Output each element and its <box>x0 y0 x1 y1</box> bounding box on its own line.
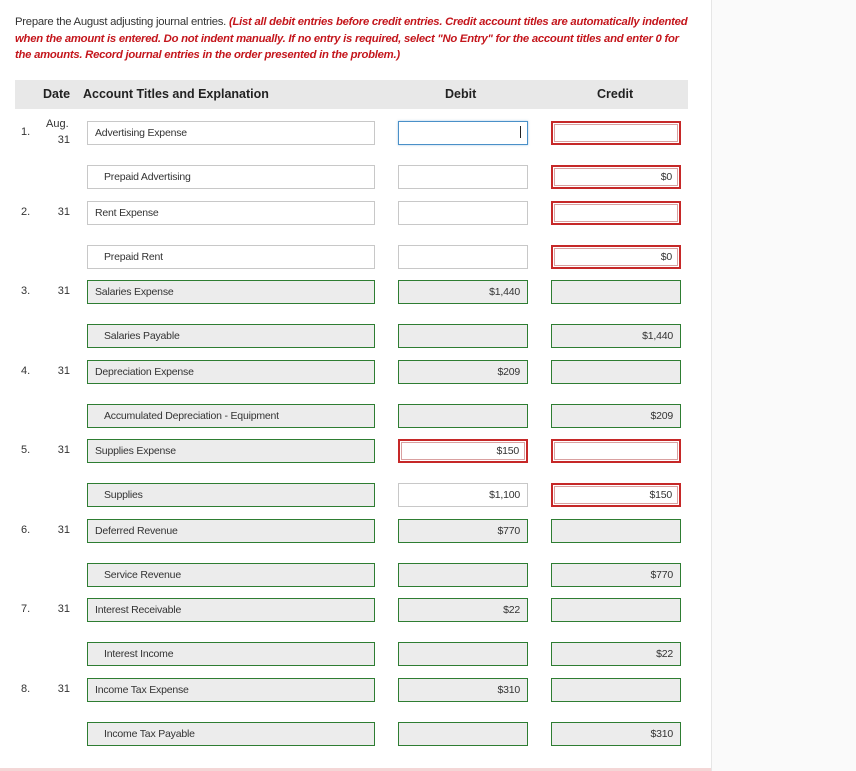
instructions-note: (List all debit entries before credit entries. Credit account titles are automatically indented when the amount is entered. Do not indent manually. If no entry is required, select "No Entry" for the account titles and enter 0 for the amounts. Record journal entries in the order presented in the problem.) <box>15 16 688 61</box>
debit-amount-input[interactable]: $770 <box>398 519 528 543</box>
header-credit: Credit <box>597 87 634 101</box>
account-title-input[interactable]: Supplies Expense <box>87 439 375 463</box>
credit-amount-input[interactable] <box>551 678 681 702</box>
debit-amount-input[interactable] <box>398 201 528 225</box>
debit-amount-input[interactable] <box>398 722 528 746</box>
entry-number: 5. <box>21 444 31 456</box>
account-title-input[interactable]: Prepaid Advertising <box>87 165 375 189</box>
credit-amount-input[interactable]: $1,440 <box>551 324 681 348</box>
account-title-input[interactable]: Prepaid Rent <box>87 245 375 269</box>
credit-amount-input[interactable]: $310 <box>551 722 681 746</box>
header-account: Account Titles and Explanation <box>83 87 269 101</box>
entry-number: 6. <box>21 524 31 536</box>
credit-amount-input[interactable] <box>551 519 681 543</box>
debit-amount-input[interactable]: $1,100 <box>398 483 528 507</box>
account-title-input[interactable]: Interest Income <box>87 642 375 666</box>
debit-amount-input[interactable]: $310 <box>398 678 528 702</box>
account-title-input[interactable]: Income Tax Expense <box>87 678 375 702</box>
account-title-input[interactable]: Supplies <box>87 483 375 507</box>
debit-amount-input[interactable]: $209 <box>398 360 528 384</box>
credit-amount-input[interactable] <box>551 598 681 622</box>
debit-amount-input[interactable]: $150 <box>398 439 528 463</box>
entry-number: 7. <box>21 603 31 615</box>
debit-amount-input[interactable]: $22 <box>398 598 528 622</box>
credit-amount-input[interactable]: $209 <box>551 404 681 428</box>
entry-date-day: 31 <box>57 365 70 377</box>
account-title-input[interactable]: Deferred Revenue <box>87 519 375 543</box>
account-title-input[interactable]: Depreciation Expense <box>87 360 375 384</box>
credit-amount-input[interactable] <box>551 360 681 384</box>
entry-number: 4. <box>21 365 31 377</box>
entry-date-day: 31 <box>57 444 70 456</box>
entry-date-day: 31 <box>57 683 70 695</box>
entry-number: 3. <box>21 285 31 297</box>
debit-amount-input[interactable] <box>398 563 528 587</box>
entry-date-day: 31 <box>57 206 70 218</box>
entry-date-day: 31 <box>57 285 70 297</box>
text-cursor <box>520 126 521 138</box>
credit-amount-input[interactable]: $0 <box>551 165 681 189</box>
debit-amount-input[interactable] <box>398 324 528 348</box>
entry-date-month: Aug. <box>46 118 69 130</box>
account-title-input[interactable]: Accumulated Depreciation - Equipment <box>87 404 375 428</box>
credit-amount-input[interactable] <box>551 280 681 304</box>
account-title-input[interactable]: Income Tax Payable <box>87 722 375 746</box>
account-title-input[interactable]: Rent Expense <box>87 201 375 225</box>
credit-amount-input[interactable]: $150 <box>551 483 681 507</box>
account-title-input[interactable]: Advertising Expense <box>87 121 375 145</box>
account-title-input[interactable]: Interest Receivable <box>87 598 375 622</box>
account-title-input[interactable]: Salaries Payable <box>87 324 375 348</box>
entry-number: 8. <box>21 683 31 695</box>
entry-number: 1. <box>21 126 31 138</box>
entry-date-day: 31 <box>57 603 70 615</box>
account-title-input[interactable]: Service Revenue <box>87 563 375 587</box>
debit-amount-input[interactable] <box>398 121 528 145</box>
credit-amount-input[interactable]: $22 <box>551 642 681 666</box>
credit-amount-input[interactable] <box>551 439 681 463</box>
entry-number: 2. <box>21 206 31 218</box>
instructions <box>15 14 695 64</box>
right-side-panel <box>711 0 856 771</box>
header-date: Date <box>43 87 71 101</box>
header-debit: Debit <box>445 87 477 101</box>
credit-amount-input[interactable] <box>551 121 681 145</box>
debit-amount-input[interactable] <box>398 404 528 428</box>
debit-amount-input[interactable]: $1,440 <box>398 280 528 304</box>
instructions-text: Prepare the August adjusting journal entries. <box>15 16 227 28</box>
table-header <box>15 80 688 109</box>
account-title-input[interactable]: Salaries Expense <box>87 280 375 304</box>
debit-amount-input[interactable] <box>398 165 528 189</box>
debit-amount-input[interactable] <box>398 245 528 269</box>
credit-amount-input[interactable]: $770 <box>551 563 681 587</box>
credit-amount-input[interactable]: $0 <box>551 245 681 269</box>
debit-amount-input[interactable] <box>398 642 528 666</box>
entry-date-day: 31 <box>57 524 70 536</box>
entry-date-day: 31 <box>57 134 70 146</box>
credit-amount-input[interactable] <box>551 201 681 225</box>
